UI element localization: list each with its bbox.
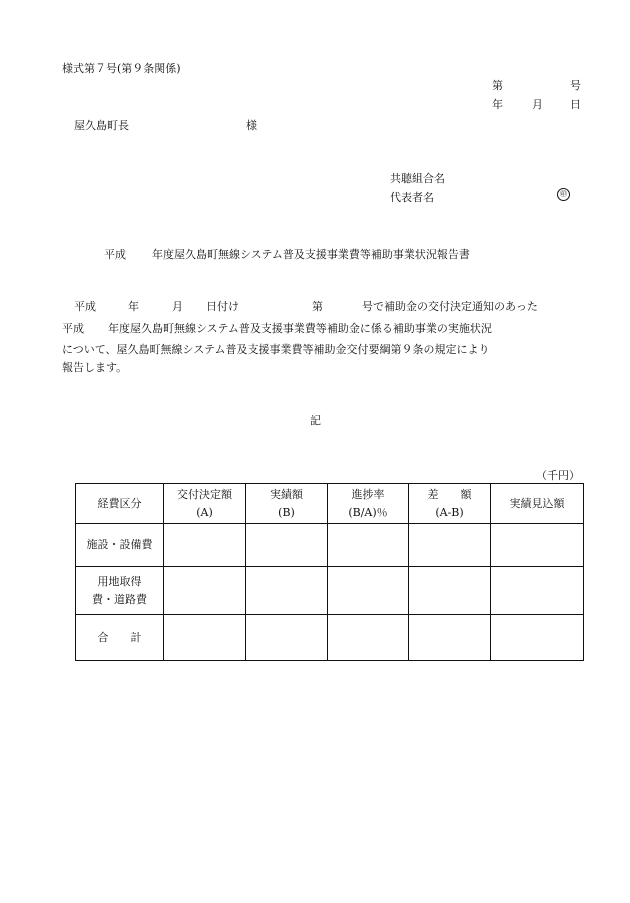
date-month: 月 — [532, 98, 543, 111]
col-header-actual: 実績額 (B) — [246, 484, 328, 524]
body-dated: 日付け — [206, 300, 239, 313]
form-number: 様式第７号(第９条関係) — [62, 62, 181, 75]
recipient-honorific: 様 — [246, 119, 257, 132]
document-title — [104, 246, 470, 262]
table-cell — [409, 615, 491, 661]
table-row — [76, 567, 584, 615]
col-header-expected: 実績見込額 — [491, 484, 584, 524]
table-cell — [328, 567, 409, 615]
body-line-3: について、屋久島町無線システム普及支援事業費等補助金交付要綱第９条の規定により — [62, 343, 490, 356]
table-row — [76, 615, 584, 661]
body-year: 年 — [128, 300, 139, 313]
row-label-land-road: 用地取得 費・道路費 — [76, 567, 164, 615]
table-cell — [409, 567, 491, 615]
col-header-granted: 交付決定額 (A) — [164, 484, 246, 524]
representative-label: 代表者名 — [390, 191, 434, 204]
doc-number-go: 号 — [570, 79, 581, 92]
unit-label: （千円） — [536, 469, 580, 482]
table-cell — [491, 615, 584, 661]
col-header-category: 経費区分 — [76, 484, 164, 524]
ki-heading: 記 — [310, 414, 321, 427]
table-cell — [164, 567, 246, 615]
table-cell — [491, 524, 584, 567]
table-cell — [328, 524, 409, 567]
col-header-difference: 差 額 (A-B) — [409, 484, 491, 524]
table-header-row — [76, 484, 584, 524]
seal-mark: ㊞ — [557, 188, 570, 201]
table-cell — [491, 567, 584, 615]
date-day: 日 — [570, 98, 581, 111]
body-line-4: 報告します。 — [62, 361, 128, 374]
body-era-2: 平成 — [62, 322, 84, 335]
union-name-label: 共聴組合名 — [390, 172, 445, 185]
recipient — [74, 117, 257, 133]
table-cell — [164, 615, 246, 661]
doc-number-dai: 第 — [492, 79, 503, 92]
recipient-name: 屋久島町長 — [74, 119, 129, 132]
row-label-facility: 施設・設備費 — [76, 524, 164, 567]
col-header-progress: 進捗率 (B/A)％ — [328, 484, 409, 524]
table-cell — [246, 567, 328, 615]
row-label-total: 合 計 — [76, 615, 164, 661]
table-row — [76, 524, 584, 567]
body-line-2-rest: 年度屋久島町無線システム普及支援事業費等補助金に係る補助事業の実施状況 — [108, 322, 492, 335]
date-year: 年 — [492, 98, 503, 111]
representative-line — [390, 189, 567, 205]
title-era: 平成 — [104, 248, 126, 261]
table-cell — [246, 615, 328, 661]
body-era: 平成 — [74, 300, 96, 313]
table-cell — [328, 615, 409, 661]
body-dai: 第 — [312, 300, 323, 313]
table-cell — [164, 524, 246, 567]
expense-table — [75, 483, 584, 661]
title-text: 年度屋久島町無線システム普及支援事業費等補助事業状況報告書 — [152, 248, 470, 261]
table-cell — [246, 524, 328, 567]
table-cell — [409, 524, 491, 567]
body-line-1-rest: 号で補助金の交付決定通知のあった — [362, 300, 538, 313]
body-month: 月 — [172, 300, 183, 313]
